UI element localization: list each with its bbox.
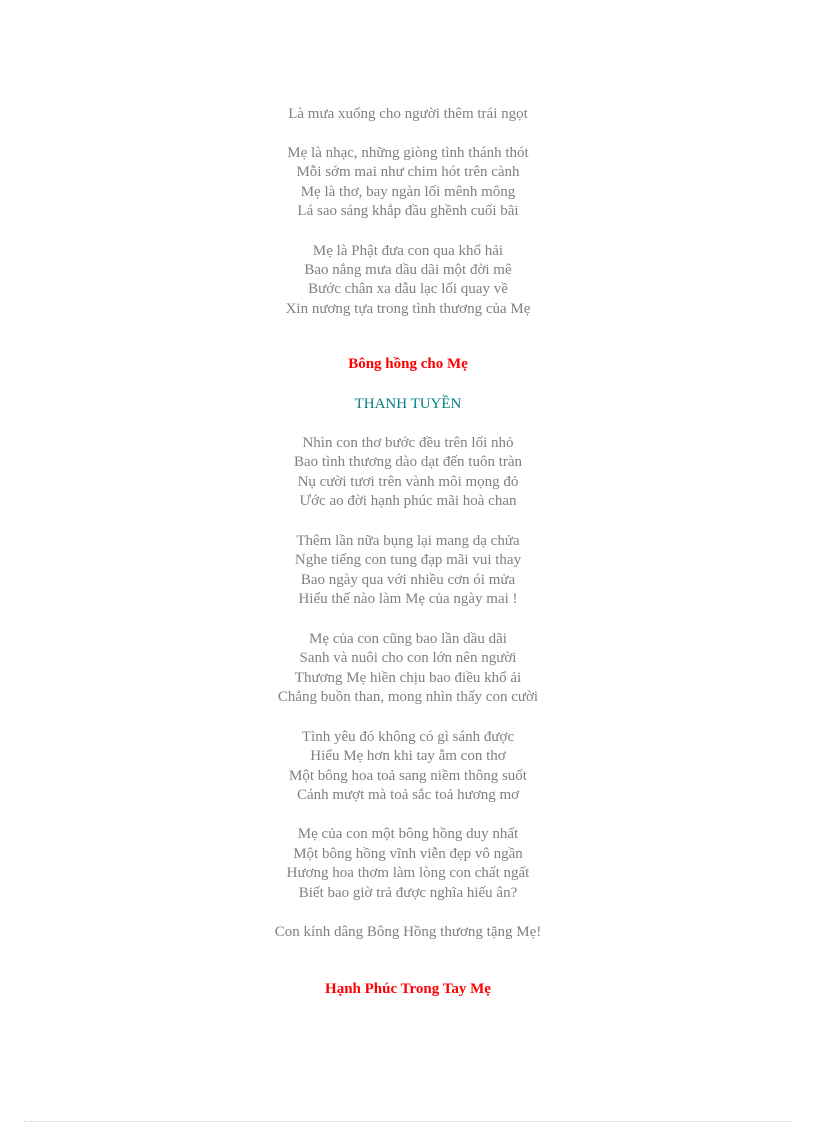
poem-line: Mẹ là thơ, bay ngàn lối mênh mông xyxy=(300,184,516,200)
poem-line: Thương Mẹ hiền chịu bao điều khổ ải xyxy=(294,670,522,686)
poem-line: Là mưa xuống cho người thêm trái ngọt xyxy=(288,106,528,122)
poem-line: Một bông hồng vĩnh viễn đẹp vô ngần xyxy=(293,846,523,862)
poem-line: Biết bao giờ trả được nghĩa hiếu ân? xyxy=(298,885,518,901)
poem-author: THANH TUYỀN xyxy=(354,396,462,412)
page-divider xyxy=(24,1121,792,1122)
poem-line: Một bông hoa toả sang niềm thông suốt xyxy=(289,768,527,784)
poem-line: Xin nương tựa trong tình thương của Mẹ xyxy=(285,301,531,317)
poem-title: Bông hồng cho Mẹ xyxy=(348,356,468,372)
poem-line: Thêm lần nữa bụng lại mang dạ chửa xyxy=(296,533,520,549)
poem-line: Nghe tiếng con tung đạp mãi vui thay xyxy=(294,552,522,568)
poem-line: Tình yêu đó không có gì sánh được xyxy=(301,729,515,745)
poem-line: Nụ cười tươi trên vành môi mọng đỏ xyxy=(297,474,519,490)
poem-line: Hiểu Mẹ hơn khi tay ẵm con thơ xyxy=(310,748,506,764)
poem-line: Nhìn con thơ bước đều trên lối nhỏ xyxy=(302,435,514,451)
poem-line: Mỗi sớm mai như chim hót trên cành xyxy=(296,164,520,180)
poem-line: Cánh mượt mà toả sắc toả hương mơ xyxy=(296,787,520,803)
poem-line: Bao tình thương dào dạt đến tuôn tràn xyxy=(293,454,523,470)
poem-line: Bao ngày qua với nhiều cơn ói mửa xyxy=(300,572,516,588)
poem-line: Mẹ là Phật đưa con qua khổ hải xyxy=(312,243,504,259)
poem-line: Ước ao đời hạnh phúc mãi hoà chan xyxy=(299,493,517,509)
poem-line: Bao nắng mưa dầu dãi một đời mê xyxy=(304,262,512,278)
poem-line: Hương hoa thơm làm lòng con chất ngất xyxy=(286,865,530,881)
poem-line: Mẹ là nhạc, những giòng tình thánh thót xyxy=(287,145,529,161)
poem-line: Sanh và nuôi cho con lớn nên người xyxy=(299,650,517,666)
poem-line: Mẹ của con cũng bao lần dầu dãi xyxy=(309,631,507,647)
poem-dedication: Con kính dâng Bông Hồng thương tặng Mẹ! xyxy=(274,924,542,940)
poem-line: Bước chân xa dẫu lạc lối quay về xyxy=(308,281,508,297)
poem-line: Lá sao sáng khắp đầu ghềnh cuối bãi xyxy=(297,203,519,219)
poem-line: Mẹ của con một bông hồng duy nhất xyxy=(297,826,519,842)
poem-line: Chẳng buồn than, mong nhìn thấy con cười xyxy=(277,689,539,705)
poem-title: Hạnh Phúc Trong Tay Mẹ xyxy=(325,981,491,997)
poem-line: Hiểu thế nào làm Mẹ của ngày mai ! xyxy=(298,591,518,607)
